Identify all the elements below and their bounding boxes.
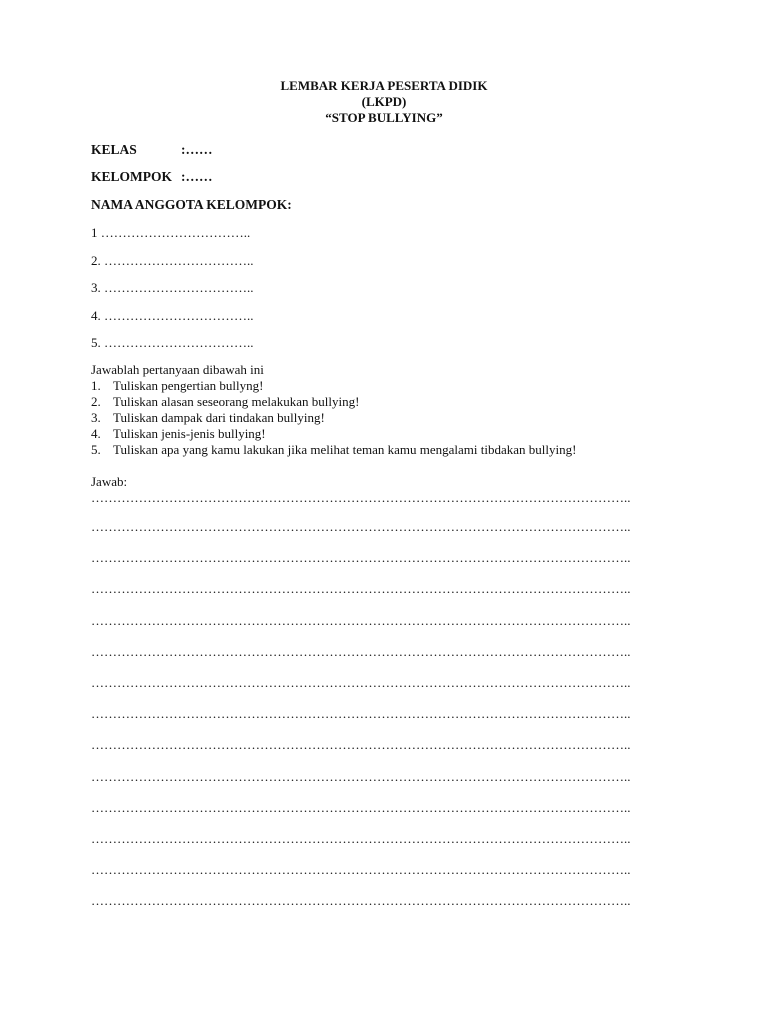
answer-line: ……………………………………………………………………………………………………………..: [91, 550, 631, 566]
question-list: [91, 362, 576, 458]
question-number: 2.: [91, 394, 101, 409]
worksheet-title: [0, 78, 768, 126]
kelompok-label: KELOMPOK: [91, 169, 172, 184]
kelas-field: [91, 142, 213, 158]
question-item: [91, 378, 576, 394]
answer-line: ……………………………………………………………………………………………………………..: [91, 893, 631, 909]
question-number: 3.: [91, 410, 101, 425]
question-number: 1.: [91, 378, 101, 393]
member-line-3: 3. ……………………………..: [91, 280, 254, 295]
question-item: [91, 410, 576, 426]
question-number: 5.: [91, 442, 101, 457]
question-item: [91, 442, 576, 458]
kelompok-field: [91, 169, 213, 185]
member-line-4: 4. ……………………………..: [91, 307, 254, 323]
title-line-1: LEMBAR KERJA PESERTA DIDIK: [280, 78, 488, 93]
answer-label: Jawab:: [91, 474, 128, 489]
question-text: Tuliskan apa yang kamu lakukan jika melihat teman kamu mengalami tibdakan bullying!: [113, 442, 577, 457]
member-line-1: 1 ……………………………..: [91, 225, 251, 240]
question-item: [91, 394, 576, 410]
member-line-5: 5. ……………………………..: [91, 335, 254, 350]
question-text: Tuliskan alasan seseorang melakukan bullying!: [113, 394, 360, 409]
kelas-value: :……: [181, 142, 213, 157]
question-text: Tuliskan pengertian bullyng!: [113, 378, 264, 393]
answer-line: ……………………………………………………………………………………………………………..: [91, 799, 631, 815]
question-text: Tuliskan jenis-jenis bullying!: [113, 426, 266, 441]
answer-line: ……………………………………………………………………………………………………………..: [91, 490, 631, 505]
answer-line: ……………………………………………………………………………………………………………..: [91, 519, 631, 534]
kelompok-value: :……: [181, 169, 213, 184]
kelas-label: KELAS: [91, 142, 137, 157]
answer-section: [91, 474, 631, 924]
answer-line: ……………………………………………………………………………………………………………..: [91, 643, 631, 659]
member-line-2: 2. ……………………………..: [91, 252, 254, 268]
answer-line: ……………………………………………………………………………………………………………..: [91, 862, 631, 878]
title-line-2: (LKPD): [361, 94, 407, 109]
question-text: Tuliskan dampak dari tindakan bullying!: [113, 410, 325, 425]
answer-line: ……………………………………………………………………………………………………………..: [91, 768, 631, 784]
member-list: [91, 225, 254, 363]
answer-line: ……………………………………………………………………………………………………………..: [91, 737, 631, 753]
answer-line: ……………………………………………………………………………………………………………..: [91, 830, 631, 846]
answer-line: ……………………………………………………………………………………………………………..: [91, 612, 631, 628]
answer-line: ……………………………………………………………………………………………………………..: [91, 581, 631, 597]
answer-line: ……………………………………………………………………………………………………………..: [91, 674, 631, 690]
question-item: [91, 426, 576, 442]
questions-intro: Jawablah pertanyaan dibawah ini: [91, 362, 264, 377]
question-number: 4.: [91, 426, 101, 441]
nama-anggota-heading: NAMA ANGGOTA KELOMPOK:: [91, 197, 292, 212]
title-line-3: “STOP BULLYING”: [325, 110, 443, 125]
answer-line: ……………………………………………………………………………………………………………..: [91, 706, 631, 722]
